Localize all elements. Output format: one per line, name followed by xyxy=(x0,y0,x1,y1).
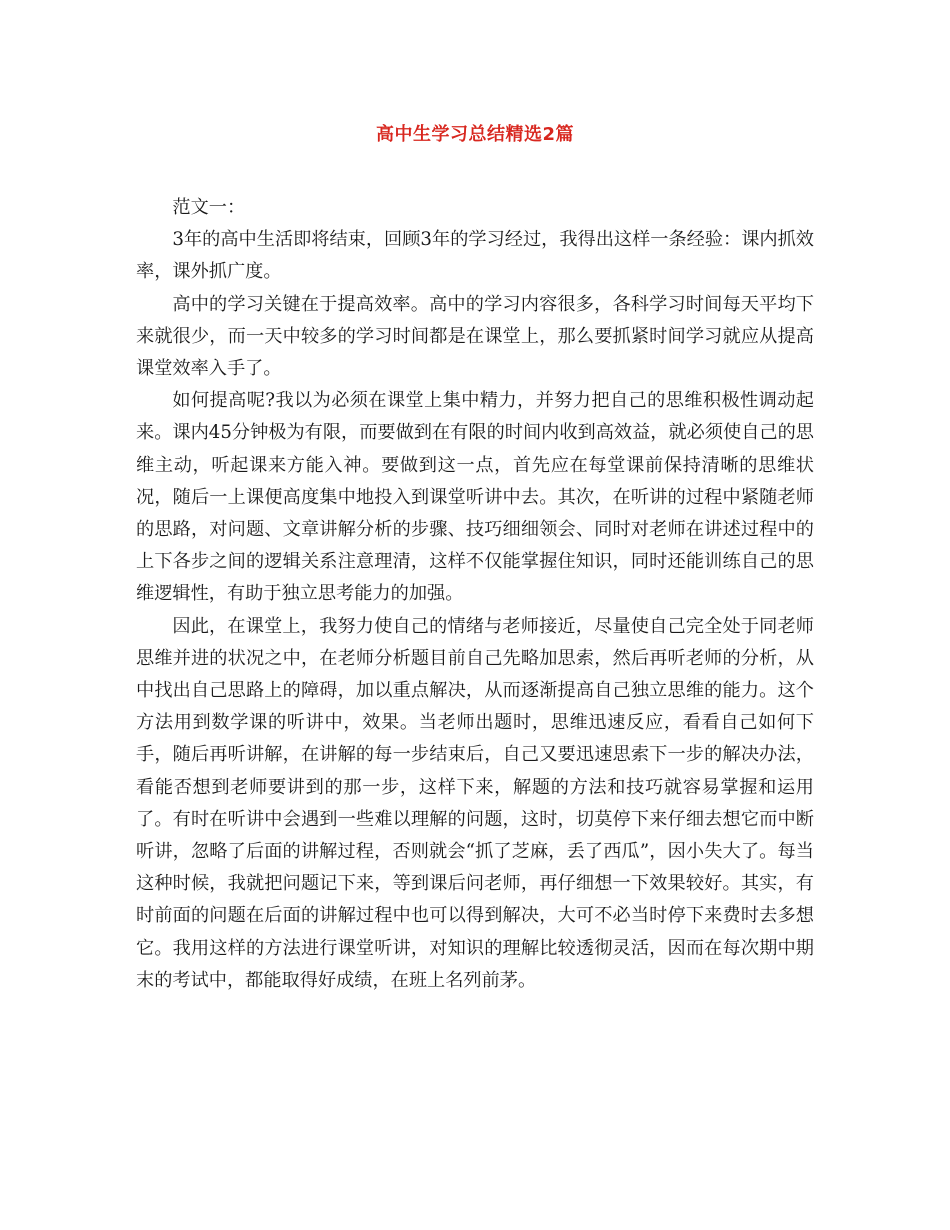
paragraph: 高中的学习关键在于提高效率。高中的学习内容很多，各科学习时间每天平均下来就很少，而一天中较多的学习时间都是在课堂上，那么要抓紧时间学习就应从提高课堂效率入手了。 xyxy=(136,293,814,380)
document-title: 高中生学习总结精选2篇 xyxy=(375,124,575,145)
paragraph: 因此，在课堂上，我努力使自己的情绪与老师接近，尽量使自己完全处于同老师思维并进的状况之中，在老师分析题目前自己先略加思索，然后再听老师的分析，从中找出自己思路上的障碍，加以重点解决，从而逐渐提高自己独立思维的能力。这个方法用到数学课的听讲中，效果。当老师出题时，思维迅速反应，看看自己如何下手，随后再听讲解，在讲解的每一步结束后，自己又要迅速思索下一步的解决办法，看能否想到老师要讲到的那一步，这样下来，解题的方法和技巧就容易掌握和运用了。有时在听讲中会遇到一些难以理解的问题，这时，切莫停下来仔细去想它而中断听讲，忽略了后面的讲解过程，否则就会“抓了芝麻，丢了西瓜”，因小失大了。每当这种时候，我就把问题记下来，等到课后问老师，再仔细想一下效果较好。其实，有时前面的问题在后面的讲解过程中也可以得到解决，大可不必当时停下来费时去多想它。我用这样的方法进行课堂听讲，对知识的理解比较透彻灵活，因而在每次期中期末的考试中，都能取得好成绩，在班上名列前茅。 xyxy=(136,615,814,991)
paragraph-heading: 范文一： xyxy=(172,197,246,218)
document-body xyxy=(136,192,814,997)
paragraph: 如何提高呢?我以为必须在课堂上集中精力，并努力把自己的思维积极性调动起来。课内45分钟极为有限，而要做到在有限的时间内收到高效益，就必须使自己的思维主动，听起课来方能入神。要做到这一点，首先应在每堂课前保持清晰的思维状况，随后一上课便高度集中地投入到课堂听讲中去。其次，在听讲的过程中紧随老师的思路，对问题、文章讲解分析的步骤、技巧细细领会、同时对老师在讲述过程中的上下各步之间的逻辑关系注意理清，这样不仅能掌握住知识，同时还能训练自己的思维逻辑性，有助于独立思考能力的加强。 xyxy=(136,390,814,605)
paragraph: 3年的高中生活即将结束，回顾3年的学习经过，我得出这样一条经验：课内抓效率，课外抓广度。 xyxy=(136,229,814,283)
